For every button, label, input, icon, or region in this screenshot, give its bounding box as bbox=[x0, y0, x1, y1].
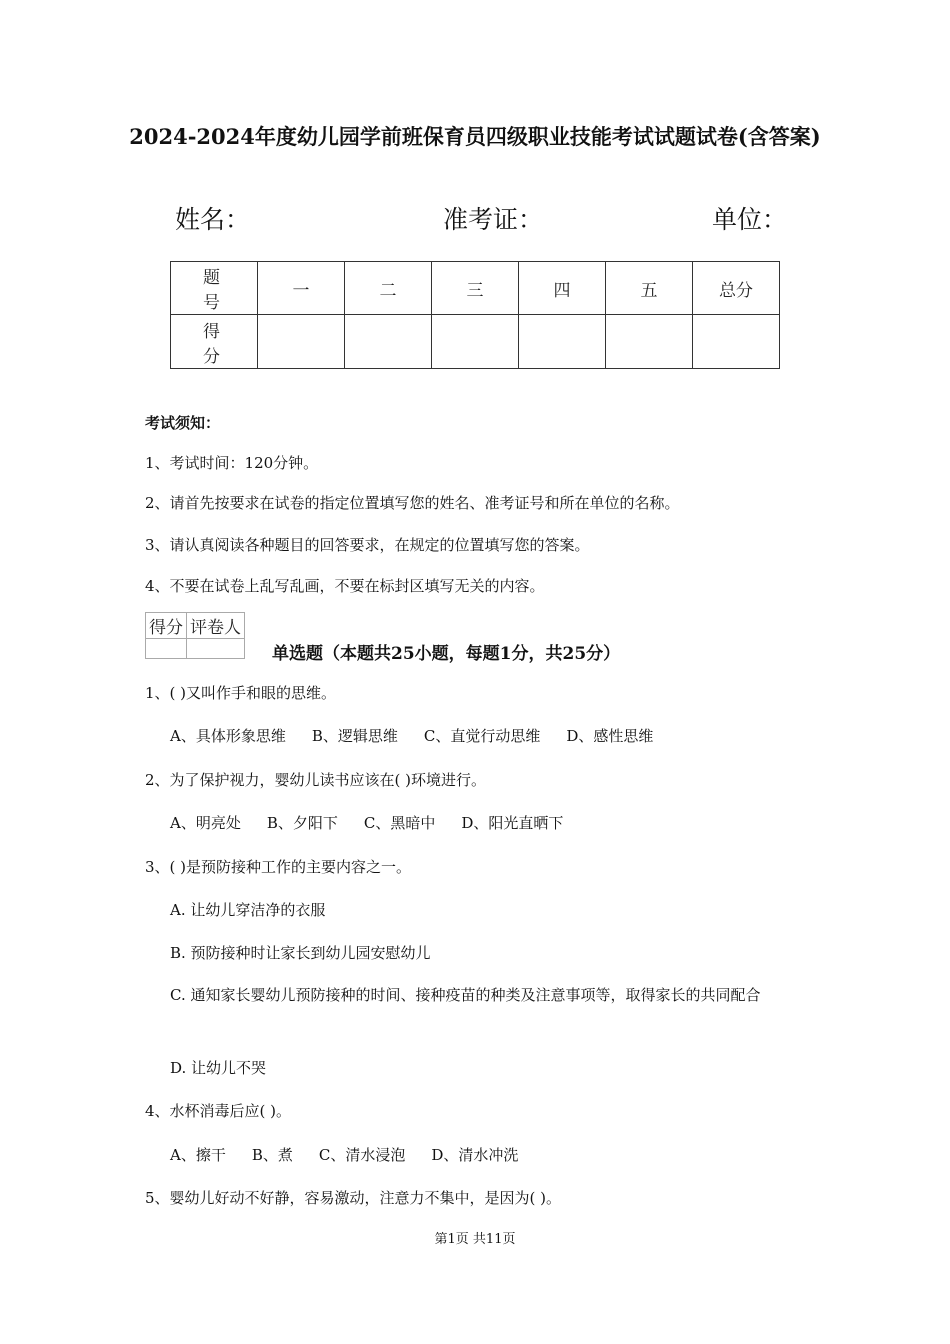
notice-item: 3、请认真阅读各种题目的回答要求，在规定的位置填写您的答案。 bbox=[145, 536, 590, 554]
question-stem: 4、水杯消毒后应( )。 bbox=[145, 1102, 292, 1120]
question-stem: 5、婴幼儿好动不好静，容易激动，注意力不集中，是因为( )。 bbox=[145, 1189, 562, 1207]
score-table bbox=[170, 261, 780, 369]
option[interactable]: D、感性思维 bbox=[566, 727, 654, 745]
option[interactable]: B、煮 bbox=[251, 1146, 293, 1164]
grader-score-cell[interactable] bbox=[146, 639, 187, 659]
option[interactable]: B. 预防接种时让家长到幼儿园安慰幼儿 bbox=[170, 944, 431, 962]
score-cell[interactable] bbox=[693, 315, 780, 369]
score-table-header: 一 bbox=[258, 262, 345, 315]
section-title: 单选题（本题共25小题，每题1分，共25分） bbox=[272, 644, 621, 664]
question-stem: 2、为了保护视力，婴幼儿读书应该在( )环境进行。 bbox=[145, 771, 487, 789]
option[interactable]: C、黑暗中 bbox=[363, 814, 436, 832]
option[interactable]: C、清水浸泡 bbox=[318, 1146, 406, 1164]
option[interactable]: A. 让幼儿穿洁净的衣服 bbox=[170, 901, 326, 919]
score-cell[interactable] bbox=[432, 315, 519, 369]
notice-item: 1、考试时间：120分钟。 bbox=[145, 454, 319, 472]
option[interactable]: D. 让幼儿不哭 bbox=[170, 1059, 267, 1077]
unit-field-label: 单位： bbox=[712, 205, 788, 234]
score-table-header: 题 号 bbox=[171, 262, 258, 315]
score-cell[interactable] bbox=[258, 315, 345, 369]
score-table-header: 五 bbox=[606, 262, 693, 315]
grader-name-label: 评卷人 bbox=[187, 613, 245, 639]
score-cell[interactable] bbox=[606, 315, 693, 369]
option[interactable]: B、逻辑思维 bbox=[311, 727, 398, 745]
score-cell[interactable] bbox=[519, 315, 606, 369]
option[interactable]: D、阳光直晒下 bbox=[461, 814, 564, 832]
option[interactable]: A、具体形象思维 bbox=[170, 727, 286, 745]
grader-box bbox=[145, 612, 245, 659]
question-stem: 3、( )是预防接种工作的主要内容之一。 bbox=[145, 858, 412, 876]
question-stem: 1、( )又叫作手和眼的思维。 bbox=[145, 684, 337, 702]
option[interactable]: C、直觉行动思维 bbox=[423, 727, 541, 745]
name-field-label: 姓名： bbox=[175, 205, 251, 234]
option[interactable]: C. 通知家长婴幼儿预防接种的时间、接种疫苗的种类及注意事项等，取得家长的共同配合 bbox=[170, 986, 761, 1004]
notice-heading: 考试须知： bbox=[145, 414, 221, 432]
exam-number-field-label: 准考证： bbox=[443, 205, 544, 234]
score-row-label: 得 分 bbox=[171, 315, 258, 369]
question-options bbox=[170, 1144, 544, 1165]
page-title: 2024-2024年度幼儿园学前班保育员四级职业技能考试试题试卷(含答案) bbox=[129, 124, 821, 149]
score-table-header: 二 bbox=[345, 262, 432, 315]
option[interactable]: A、擦干 bbox=[170, 1146, 226, 1164]
grader-score-label: 得分 bbox=[146, 613, 187, 639]
notice-item: 2、请首先按要求在试卷的指定位置填写您的姓名、准考证号和所在单位的名称。 bbox=[145, 494, 680, 512]
score-table-header: 三 bbox=[432, 262, 519, 315]
option[interactable]: B、夕阳下 bbox=[266, 814, 338, 832]
option[interactable]: D、清水冲洗 bbox=[431, 1146, 519, 1164]
score-table-header-row bbox=[171, 262, 780, 315]
option[interactable]: A、明亮处 bbox=[170, 814, 241, 832]
question-options bbox=[170, 812, 589, 833]
score-cell[interactable] bbox=[345, 315, 432, 369]
question-options bbox=[170, 725, 679, 746]
page-footer: 第1页 共11页 bbox=[434, 1232, 516, 1247]
score-table-header: 总分 bbox=[693, 262, 780, 315]
score-table-header: 四 bbox=[519, 262, 606, 315]
score-table-score-row bbox=[171, 315, 780, 369]
grader-name-cell[interactable] bbox=[187, 639, 245, 659]
notice-item: 4、不要在试卷上乱写乱画，不要在标封区填写无关的内容。 bbox=[145, 577, 545, 595]
